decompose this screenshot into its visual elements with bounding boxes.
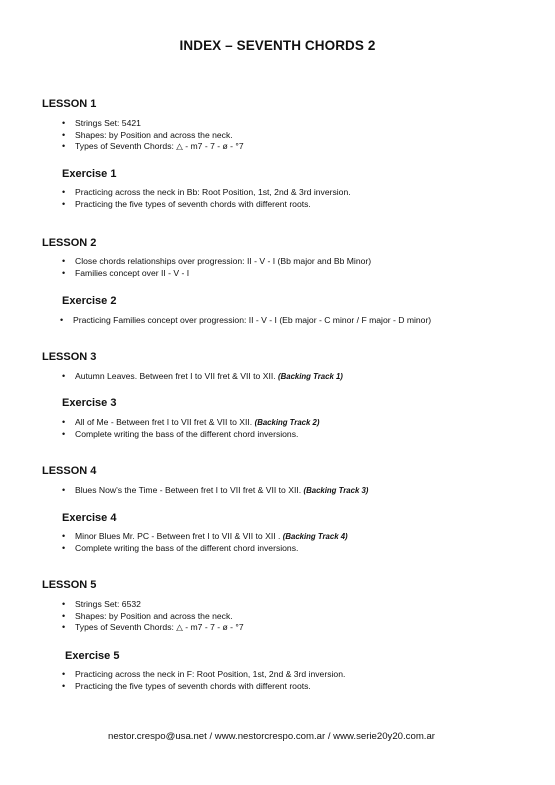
backing-track-note: (Backing Track 2) — [254, 418, 320, 427]
list-item: • Types of Seventh Chords: △ - m7 - 7 - ø - °7 — [62, 141, 244, 153]
lesson-2-heading: LESSON 2 — [42, 237, 97, 249]
backing-track-note: (Backing Track 4) — [282, 532, 348, 541]
lesson-5-list — [62, 599, 244, 634]
exercise-4-list — [62, 531, 348, 554]
exercise-1-heading: Exercise 1 — [62, 168, 117, 180]
lesson-1-list — [62, 118, 244, 153]
list-item: • Shapes: by Position and across the neck. — [62, 611, 244, 623]
lesson-3-heading: LESSON 3 — [42, 351, 97, 363]
list-item: • Shapes: by Position and across the neck. — [62, 130, 244, 142]
exercise-5-heading: Exercise 5 — [65, 650, 120, 662]
list-item: • Strings Set: 6532 — [62, 599, 244, 611]
item-text: Autumn Leaves. Between fret I to VII fret & VII to XII. — [75, 371, 279, 381]
list-item: • Close chords relationships over progression: II - V - I (Bb major and Bb Minor) — [62, 256, 371, 268]
exercise-5-list — [62, 669, 345, 692]
exercise-3-list — [62, 417, 319, 440]
lesson-3-list — [62, 371, 343, 383]
exercise-3-heading: Exercise 3 — [62, 397, 117, 409]
backing-track-note: (Backing Track 1) — [278, 372, 343, 381]
backing-track-note: (Backing Track 3) — [303, 486, 369, 495]
list-item: • Complete writing the bass of the different chord inversions. — [62, 543, 348, 555]
lesson-1-heading: LESSON 1 — [42, 98, 97, 110]
list-item: • Families concept over II - V - I — [62, 268, 371, 280]
exercise-2-heading: Exercise 2 — [62, 295, 117, 307]
list-item: • Practicing the five types of seventh chords with different roots. — [62, 199, 351, 211]
lesson-2-list — [62, 256, 371, 279]
list-item: • Strings Set: 5421 — [62, 118, 244, 130]
exercise-2-list — [60, 315, 431, 327]
lesson-5-heading: LESSON 5 — [42, 579, 97, 591]
list-item: • Types of Seventh Chords: △ - m7 - 7 - ø - °7 — [62, 622, 244, 634]
list-item: • Practicing Families concept over progression: II - V - I (Eb major - C minor / F major - D minor) — [60, 315, 431, 327]
list-item: • Complete writing the bass of the different chord inversions. — [62, 429, 319, 441]
list-item — [62, 371, 343, 383]
item-text: Blues Now's the Time - Between fret I to VII fret & VII to XII. — [75, 485, 304, 495]
lesson-4-heading: LESSON 4 — [42, 465, 97, 477]
footer-contact: nestor.crespo@usa.net / www.nestorcrespo.com.ar / www.serie20y20.com.ar — [108, 731, 436, 742]
list-item — [62, 417, 319, 429]
list-item: • Practicing the five types of seventh chords with different roots. — [62, 681, 345, 693]
lesson-4-list — [62, 485, 368, 497]
list-item: • Practicing across the neck in F: Root Position, 1st, 2nd & 3rd inversion. — [62, 669, 345, 681]
item-text: All of Me - Between fret I to VII fret & VII to XII. — [75, 417, 255, 427]
list-item: • Practicing across the neck in Bb: Root Position, 1st, 2nd & 3rd inversion. — [62, 187, 351, 199]
list-item — [62, 485, 368, 497]
exercise-1-list — [62, 187, 351, 210]
page-title: INDEX – SEVENTH CHORDS 2 — [179, 38, 376, 53]
item-text: Minor Blues Mr. PC - Between fret I to VII & VII to XII . — [75, 531, 283, 541]
list-item — [62, 531, 348, 543]
exercise-4-heading: Exercise 4 — [62, 512, 117, 524]
